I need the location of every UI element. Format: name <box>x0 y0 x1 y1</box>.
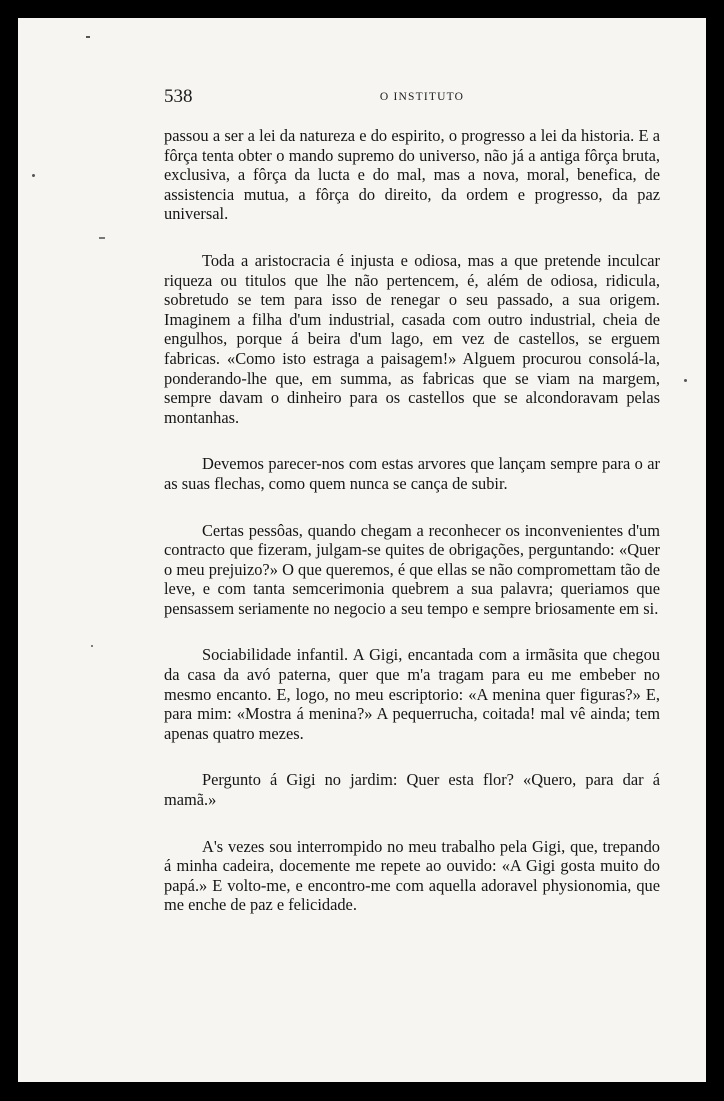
body-text <box>164 126 660 942</box>
paragraph: Pergunto á Gigi no jardim: Quer esta flor? «Quero, para dar á mamã.» <box>164 770 660 810</box>
print-speck <box>99 237 105 239</box>
paragraph: A's vezes sou interrompido no meu trabalho pela Gigi, que, trepando á minha cadeira, docemente me repete ao ouvido: «A Gigi gosta muito do papá.» E volto-me, e encontro-me com aquella adoravel physionomia, que me enche de paz e felicidade. <box>164 836 660 915</box>
paragraph: Toda a aristocracia é injusta e odiosa, mas a que pretende inculcar riqueza ou titulos que lhe não pertencem, é, além de odiosa, ridicula, sobretudo se tem para isso de renegar o seu passado, a sua origem. Imaginem a filha d'um industrial, casada com outro industrial, cheia de engulhos, porque á beira d'um lago, em vez de castellos, se erguem fabricas. «Como isto estraga a paisagem!» Alguem procurou consolá-la, ponderando-lhe que, em summa, as fabricas que se viam na margem, sempre davam o dinheiro para os castellos que se alcondoravam pelas montanhas. <box>164 250 660 427</box>
print-speck <box>86 36 90 38</box>
print-speck <box>32 174 35 177</box>
paragraph: passou a ser a lei da natureza e do espirito, o progresso a lei da historia. E a fôrça tenta obter o mando supremo do universo, não já a antiga fôrça bruta, exclusiva, a fôrça da lucta e do mal, mas a nova, moral, benefica, de assistencia mutua, a fôrça do direito, da ordem e progresso, da paz universal. <box>164 126 660 224</box>
running-title: O INSTITUTO <box>379 91 465 103</box>
paragraph: Devemos parecer-nos com estas arvores que lançam sempre para o ar as suas flechas, como quem nunca se cança de subir. <box>164 454 660 493</box>
print-speck <box>684 379 687 382</box>
print-speck <box>91 645 93 647</box>
book-page <box>18 18 706 1082</box>
paragraph: Sociabilidade infantil. A Gigi, encantada com a irmãsita que chegou da casa da avó paterna, quer que m'a tragam para eu me embeber no mesmo encanto. E, logo, no meu escriptorio: «A menina quer figuras?» E, para mim: «Mostra á menina?» A pequerrucha, coitada! mal vê ainda; tem apenas quatro mezes. <box>164 645 660 743</box>
page-header <box>164 86 660 116</box>
paragraph: Certas pessôas, quando chegam a reconhecer os inconvenientes d'um contracto que fizeram, julgam-se quites de obrigações, perguntando: «Quer o meu prejuizo?» O que queremos, é que ellas se não compromettam tão de leve, e com tanta semcerimonia quebrem a sua palavra; queriamos que pensassem seriamente no negocio a seu tempo e sempre briosamente em si. <box>164 520 660 618</box>
page-number: 538 <box>164 86 193 107</box>
